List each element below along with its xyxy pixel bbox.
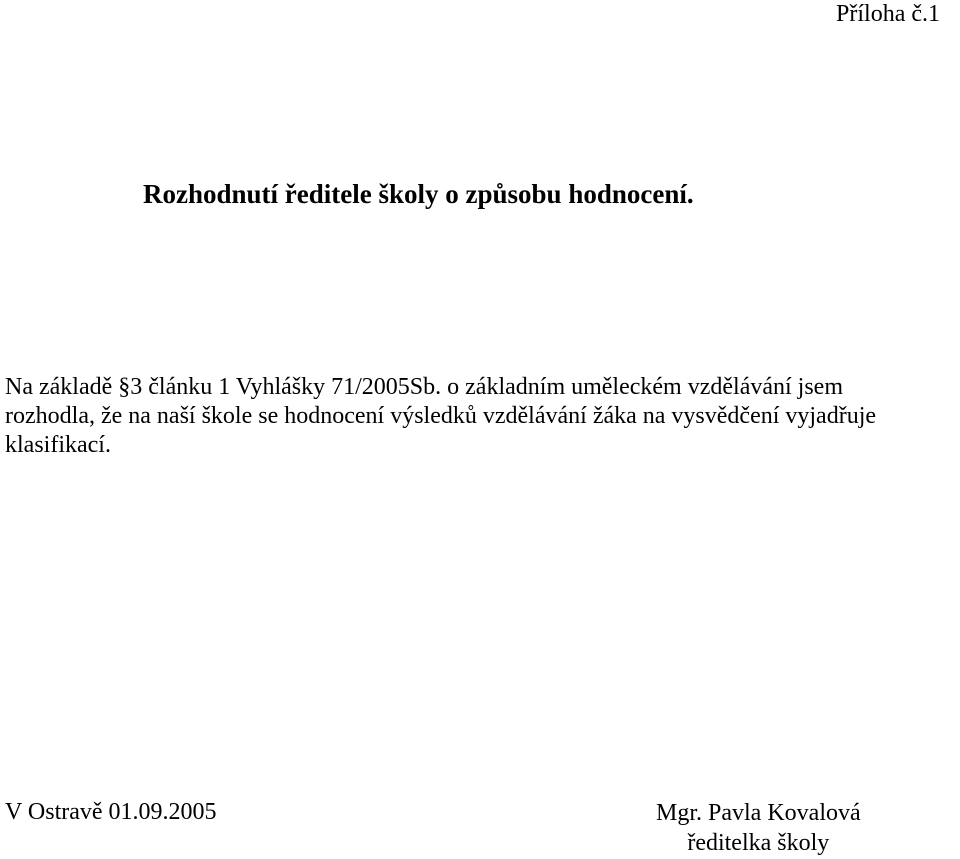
body-line: rozhodla, že na naší škole se hodnocení výsledků vzdělávání žáka na vysvědčení vyjadřuje bbox=[5, 403, 877, 429]
body-paragraph bbox=[5, 373, 955, 460]
body-line: Na základě §3 článku 1 Vyhlášky 71/2005Sb. o základním uměleckém vzdělávání jsem bbox=[5, 374, 843, 400]
body-line: klasifikací. bbox=[5, 432, 111, 458]
signatory-name: Mgr. Pavla Kovalová bbox=[656, 800, 861, 826]
place-and-date: V Ostravě 01.09.2005 bbox=[5, 799, 217, 825]
signature-block bbox=[656, 798, 861, 858]
annex-label: Příloha č.1 bbox=[836, 1, 940, 27]
document-title: Rozhodnutí ředitele školy o způsobu hodnocení. bbox=[143, 179, 694, 209]
signatory-role: ředitelka školy bbox=[687, 830, 830, 856]
